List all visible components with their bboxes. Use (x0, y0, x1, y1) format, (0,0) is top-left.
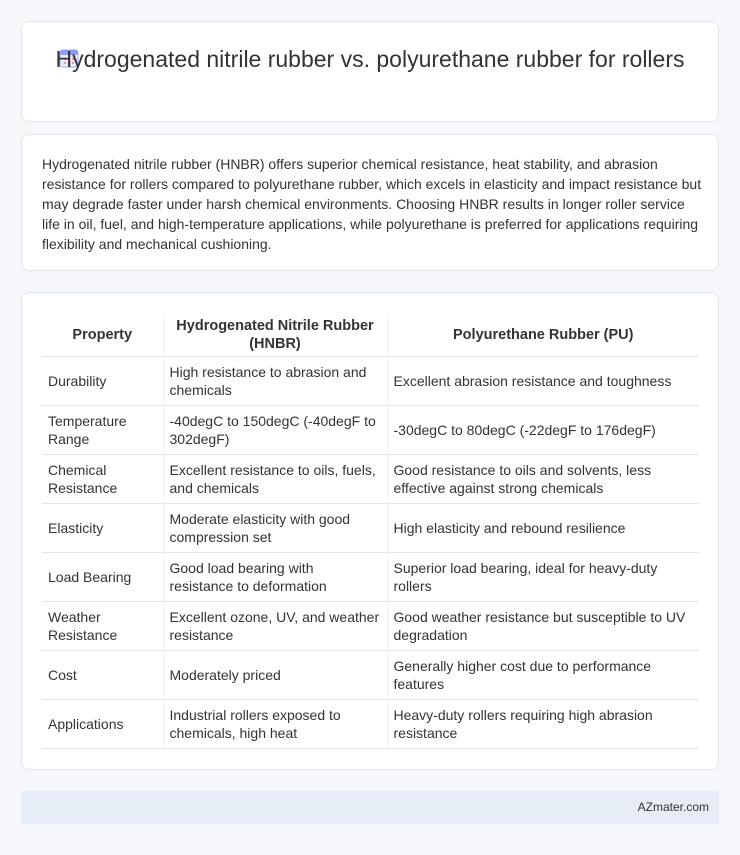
row-hnbr-value: Industrial rollers exposed to chemicals, high heat (163, 699, 387, 748)
comparison-card (21, 292, 719, 770)
row-pu-value: Heavy-duty rollers requiring high abrasion resistance (387, 699, 699, 748)
row-pu-value: Good weather resistance but susceptible to UV degradation (387, 601, 699, 650)
table-row (42, 454, 699, 503)
row-property: Elasticity (42, 503, 163, 552)
header-pu: Polyurethane Rubber (PU) (387, 314, 699, 356)
page-title: Hydrogenated nitrile rubber vs. polyurethane rubber for rollers (55, 46, 685, 72)
row-pu-value: Excellent abrasion resistance and toughness (387, 356, 699, 405)
table-header-row (42, 314, 699, 356)
intro-paragraph: Hydrogenated nitrile rubber (HNBR) offers superior chemical resistance, heat stability, and abrasion resistance for rollers compared to polyurethane rubber, which excels in elasticity and impact resistance but may degrade faster under harsh chemical environments. Choosing HNBR results in longer roller service life in oil, fuel, and high-temperature applications, while polyurethane is preferred for applications requiring flexibility and mechanical cushioning. (42, 156, 702, 252)
row-pu-value: Generally higher cost due to performance features (387, 650, 699, 699)
row-hnbr-value: Moderately priced (163, 650, 387, 699)
row-hnbr-value: High resistance to abrasion and chemicals (163, 356, 387, 405)
header-property: Property (72, 326, 133, 343)
row-pu-value: Superior load bearing, ideal for heavy-duty rollers (387, 552, 699, 601)
table-row (42, 699, 699, 748)
row-hnbr-value: Excellent ozone, UV, and weather resistance (163, 601, 387, 650)
table-row (42, 405, 699, 454)
intro-card (21, 134, 719, 271)
row-pu-value: -30degC to 80degC (-22degF to 176degF) (387, 405, 699, 454)
row-property: Chemical Resistance (42, 454, 163, 503)
row-hnbr-value: Moderate elasticity with good compression set (163, 503, 387, 552)
table-row (42, 552, 699, 601)
row-property: Cost (42, 650, 163, 699)
row-hnbr-value: Excellent resistance to oils, fuels, and chemicals (163, 454, 387, 503)
header-hnbr: Hydrogenated Nitrile Rubber (HNBR) (163, 314, 387, 356)
table-row (42, 356, 699, 405)
table-row (42, 601, 699, 650)
table-row (42, 503, 699, 552)
row-property: Weather Resistance (42, 601, 163, 650)
footer-brand-link[interactable]: AZmater.com (637, 800, 709, 814)
row-hnbr-value: -40degC to 150degC (-40degF to 302degF) (163, 405, 387, 454)
row-hnbr-value: Good load bearing with resistance to deformation (163, 552, 387, 601)
row-property: Durability (42, 356, 163, 405)
footer-bar (21, 791, 719, 824)
title-card (21, 21, 719, 122)
table-row (42, 650, 699, 699)
row-pu-value: Good resistance to oils and solvents, less effective against strong chemicals (387, 454, 699, 503)
row-property: Applications (42, 699, 163, 748)
row-property: Temperature Range (42, 405, 163, 454)
row-pu-value: High elasticity and rebound resilience (387, 503, 699, 552)
comparison-table (42, 314, 699, 749)
row-property: Load Bearing (42, 552, 163, 601)
